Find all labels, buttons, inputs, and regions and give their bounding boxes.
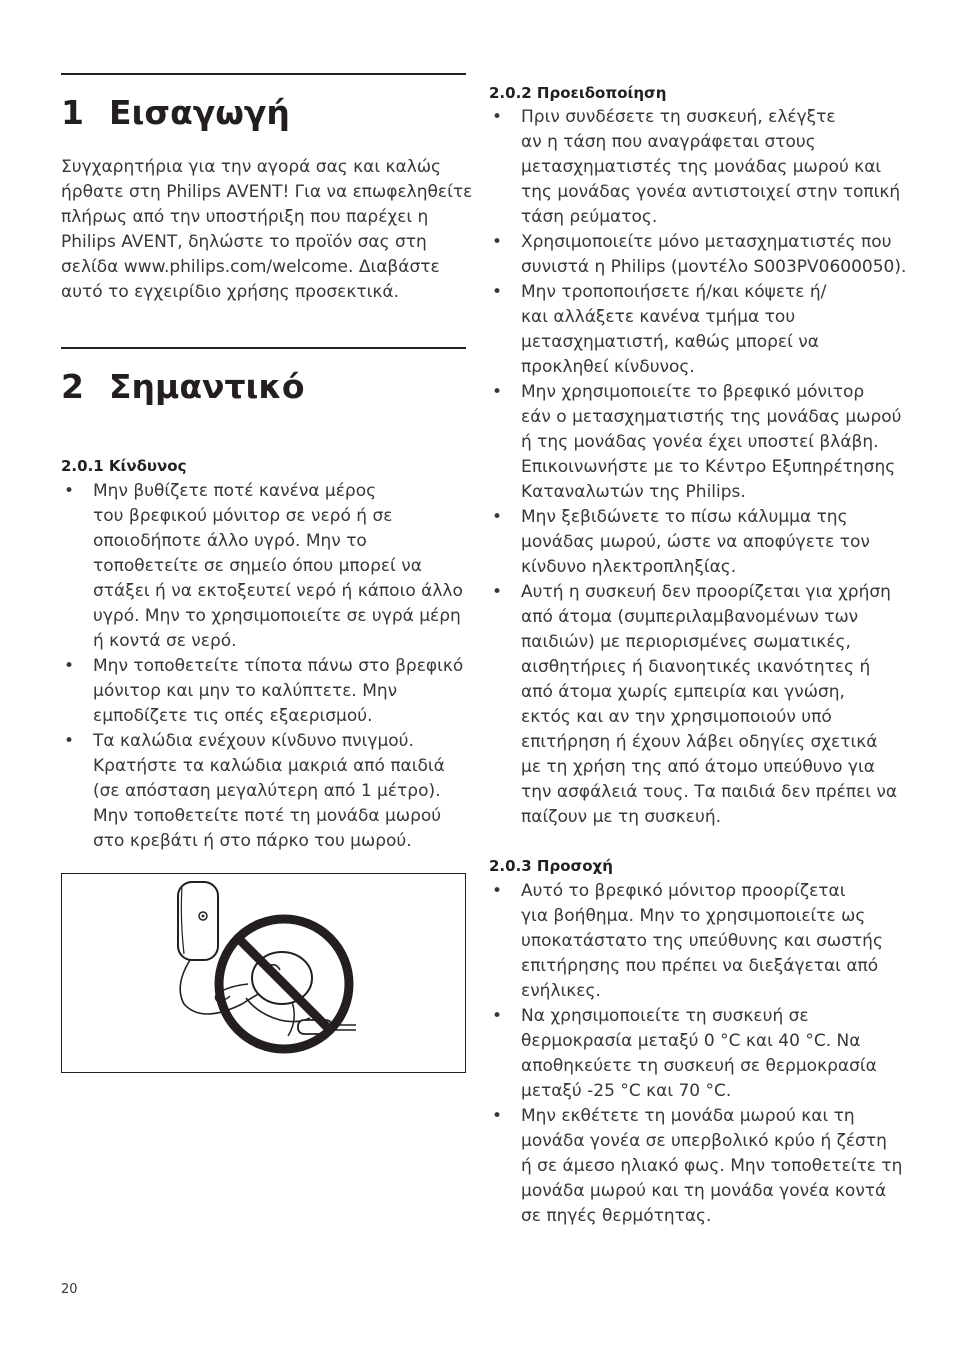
bullet: • [492,507,503,527]
bullet: • [64,481,75,501]
text-line: σε πηγές θερμότητας. [521,1206,712,1226]
warning-heading: 2.0.2 Προειδοποίηση [489,84,667,102]
text-line: σελίδα www.philips.com/welcome. Διαβάστε [61,257,440,277]
text-line: από άτομα χωρίς εμπειρία και γνώση, [521,682,845,702]
intro-paragraph [61,155,472,305]
bullet: • [492,232,503,252]
list-item [489,280,906,380]
text-line: Αυτό το βρεφικό μόνιτορ προορίζεται [521,881,846,901]
text-line: ενήλικες. [521,981,601,1001]
warning-illustration-svg [62,874,465,1072]
strangulation-warning-illustration [61,873,466,1073]
text-line: συνιστά η Philips (μοντέλο S003PV0600050). [521,257,907,277]
text-line: τοποθετείτε σε σημείο όπου μπορεί να [93,556,422,576]
text-line: ή κοντά σε νερό. [93,631,237,651]
text-line: Μην ξεβιδώνετε το πίσω κάλυμμα της [521,507,848,527]
bullet: • [492,1006,503,1026]
danger-heading: 2.0.1 Κίνδυνος [61,457,187,475]
list-item [61,729,463,854]
text-line: εκτός και αν την χρησιμοποιούν υπό [521,707,832,727]
text-line: μετασχηματιστή, καθώς μπορεί να [521,332,819,352]
text-line: του βρεφικού μόνιτορ σε νερό ή σε [93,506,393,526]
list-item [61,479,463,654]
baby-unit-led [202,915,205,918]
caution-list [489,879,902,1229]
text-line: Να χρησιμοποιείτε τη συσκευή σε [521,1006,809,1026]
bullet: • [492,382,503,402]
text-line: μονάδας μωρού, ώστε να αποφύγετε τον [521,532,870,552]
text-line: Πριν συνδέσετε τη συσκευή, ελέγξτε [521,107,836,127]
text-line: Τα καλώδια ενέχουν κίνδυνο πνιγμού. [93,731,414,751]
text-line: Χρησιμοποιείτε μόνο μετασχηματιστές που [521,232,892,252]
text-line: υγρό. Μην το χρησιμοποιείτε σε υγρά μέρη [93,606,461,626]
text-line: ή της μονάδας γονέα έχει υποστεί βλάβη. [521,432,879,452]
list-item [489,580,906,830]
text-line: εμποδίζετε τις οπές εξαερισμού. [93,706,373,726]
section-1-title: Εισαγωγή [109,93,290,132]
text-line: αποθηκεύετε τη συσκευή σε θερμοκρασία [521,1056,877,1076]
text-line: προκληθεί κίνδυνος. [521,357,695,377]
list-item [489,879,902,1004]
list-item [489,505,906,580]
baby-body [288,1002,294,1036]
text-line: Μην βυθίζετε ποτέ κανένα μέρος [93,481,377,501]
text-line: Κρατήστε τα καλώδια μακριά από παιδιά [93,756,445,776]
text-line: μόνιτορ και μην το καλύπτετε. Μην [93,681,398,701]
text-line: της μονάδας γονέα αντιστοιχεί στην τοπική [521,182,901,202]
text-line: ήρθατε στη Philips AVENT! Για να επωφεληθείτε [61,182,473,202]
bullet: • [492,282,503,302]
caution-heading: 2.0.3 Προσοχή [489,857,613,875]
text-line: στο κρεβάτι ή στο πάρκο του μωρού. [93,831,412,851]
text-line: κίνδυνο ηλεκτροπληξίας. [521,557,737,577]
page-number: 20 [61,1282,78,1297]
bullet: • [492,582,503,602]
bullet: • [64,731,75,751]
warning-list [489,105,906,830]
bullet: • [64,656,75,676]
bullet: • [492,1106,503,1126]
text-line: από άτομα (συμπεριλαμβανομένων των [521,607,859,627]
baby-arm [220,984,248,992]
text-line: θερμοκρασία μεταξύ 0 °C και 40 °C. Να [521,1031,861,1051]
text-line: Μην χρησιμοποιείτε το βρεφικό μόνιτορ [521,382,865,402]
text-line: μονάδα μωρού και τη μονάδα γονέα κοντά [521,1181,887,1201]
list-item [489,1004,902,1104]
text-line: υποκατάστατο της υπεύθυνης και σωστής [521,931,883,951]
text-line: Philips AVENT, δηλώστε το προϊόν σας στη [61,232,427,252]
text-line: Μην τοποθετείτε ποτέ τη μονάδα μωρού [93,806,442,826]
text-line: και αλλάξετε κανένα τμήμα του [521,307,796,327]
text-line: ή σε άμεσο ηλιακό φως. Μην τοποθετείτε τη [521,1156,903,1176]
section-1-number: 1 [61,93,84,132]
list-item [489,105,906,230]
text-line: αν η τάση που αναγράφεται στους [521,132,816,152]
text-line: τάση ρεύματος. [521,207,658,227]
text-line: επιτήρησης που πρέπει να διεξάγεται από [521,956,879,976]
section-2-number: 2 [61,367,84,406]
text-line: Συγχαρητήρια για την αγορά σας και καλώς [61,157,442,177]
text-line: αυτό το εγχειρίδιο χρήσης προσεκτικά. [61,282,399,302]
section-2-heading [61,367,305,407]
text-line: μονάδα γονέα σε υπερβολικό κρύο ή ζέστη [521,1131,887,1151]
text-line: (σε απόσταση μεγαλύτερη από 1 μέτρο). [93,781,441,801]
list-item [61,654,463,729]
list-item [489,230,906,280]
text-line: μετασχηματιστές της μονάδας μωρού και [521,157,882,177]
text-line: οποιοδήποτε άλλο υγρό. Μην το [93,531,367,551]
text-line: με τη χρήση της από άτομο υπεύθυνο για [521,757,875,777]
text-line: Μην εκθέτετε τη μονάδα μωρού και τη [521,1106,855,1126]
text-line: Αυτή η συσκευή δεν προορίζεται για χρήση [521,582,891,602]
text-line: Μην τροποποιήσετε ή/και κόψετε ή/ [521,282,827,302]
text-line: στάξει ή να εκτοξευτεί νερό ή κάποιο άλλο [93,581,463,601]
section-2-title: Σημαντικό [109,367,305,406]
text-line: αισθητήριες ή διανοητικές ικανότητες ή [521,657,871,677]
text-line: Καταναλωτών της Philips. [521,482,746,502]
text-line: επιτήρηση ή έχουν λάβει οδηγίες σχετικά [521,732,878,752]
text-line: Επικοινωνήστε με το Κέντρο Εξυπηρέτησης [521,457,896,477]
section-divider [61,347,466,349]
danger-list [61,479,463,854]
bullet: • [492,881,503,901]
bullet: • [492,107,503,127]
text-line: εάν ο μετασχηματιστής της μονάδας μωρού [521,407,902,427]
list-item [489,380,906,505]
text-line: παιδιών) με περιορισμένες σωματικές, [521,632,851,652]
text-line: για βοήθημα. Μην το χρησιμοποιείτε ως [521,906,866,926]
text-line: πλήρως από την υποστήριξη που παρέχει η [61,207,429,227]
text-line: την ασφάλειά τους. Τα παιδιά δεν πρέπει να [521,782,898,802]
section-divider [61,73,466,75]
text-line: παίζουν με τη συσκευή. [521,807,722,827]
text-line: Μην τοποθετείτε τίποτα πάνω στο βρεφικό [93,656,464,676]
text-line: μεταξύ -25 °C και 70 °C. [521,1081,732,1101]
section-1-heading [61,93,290,133]
list-item [489,1104,902,1229]
